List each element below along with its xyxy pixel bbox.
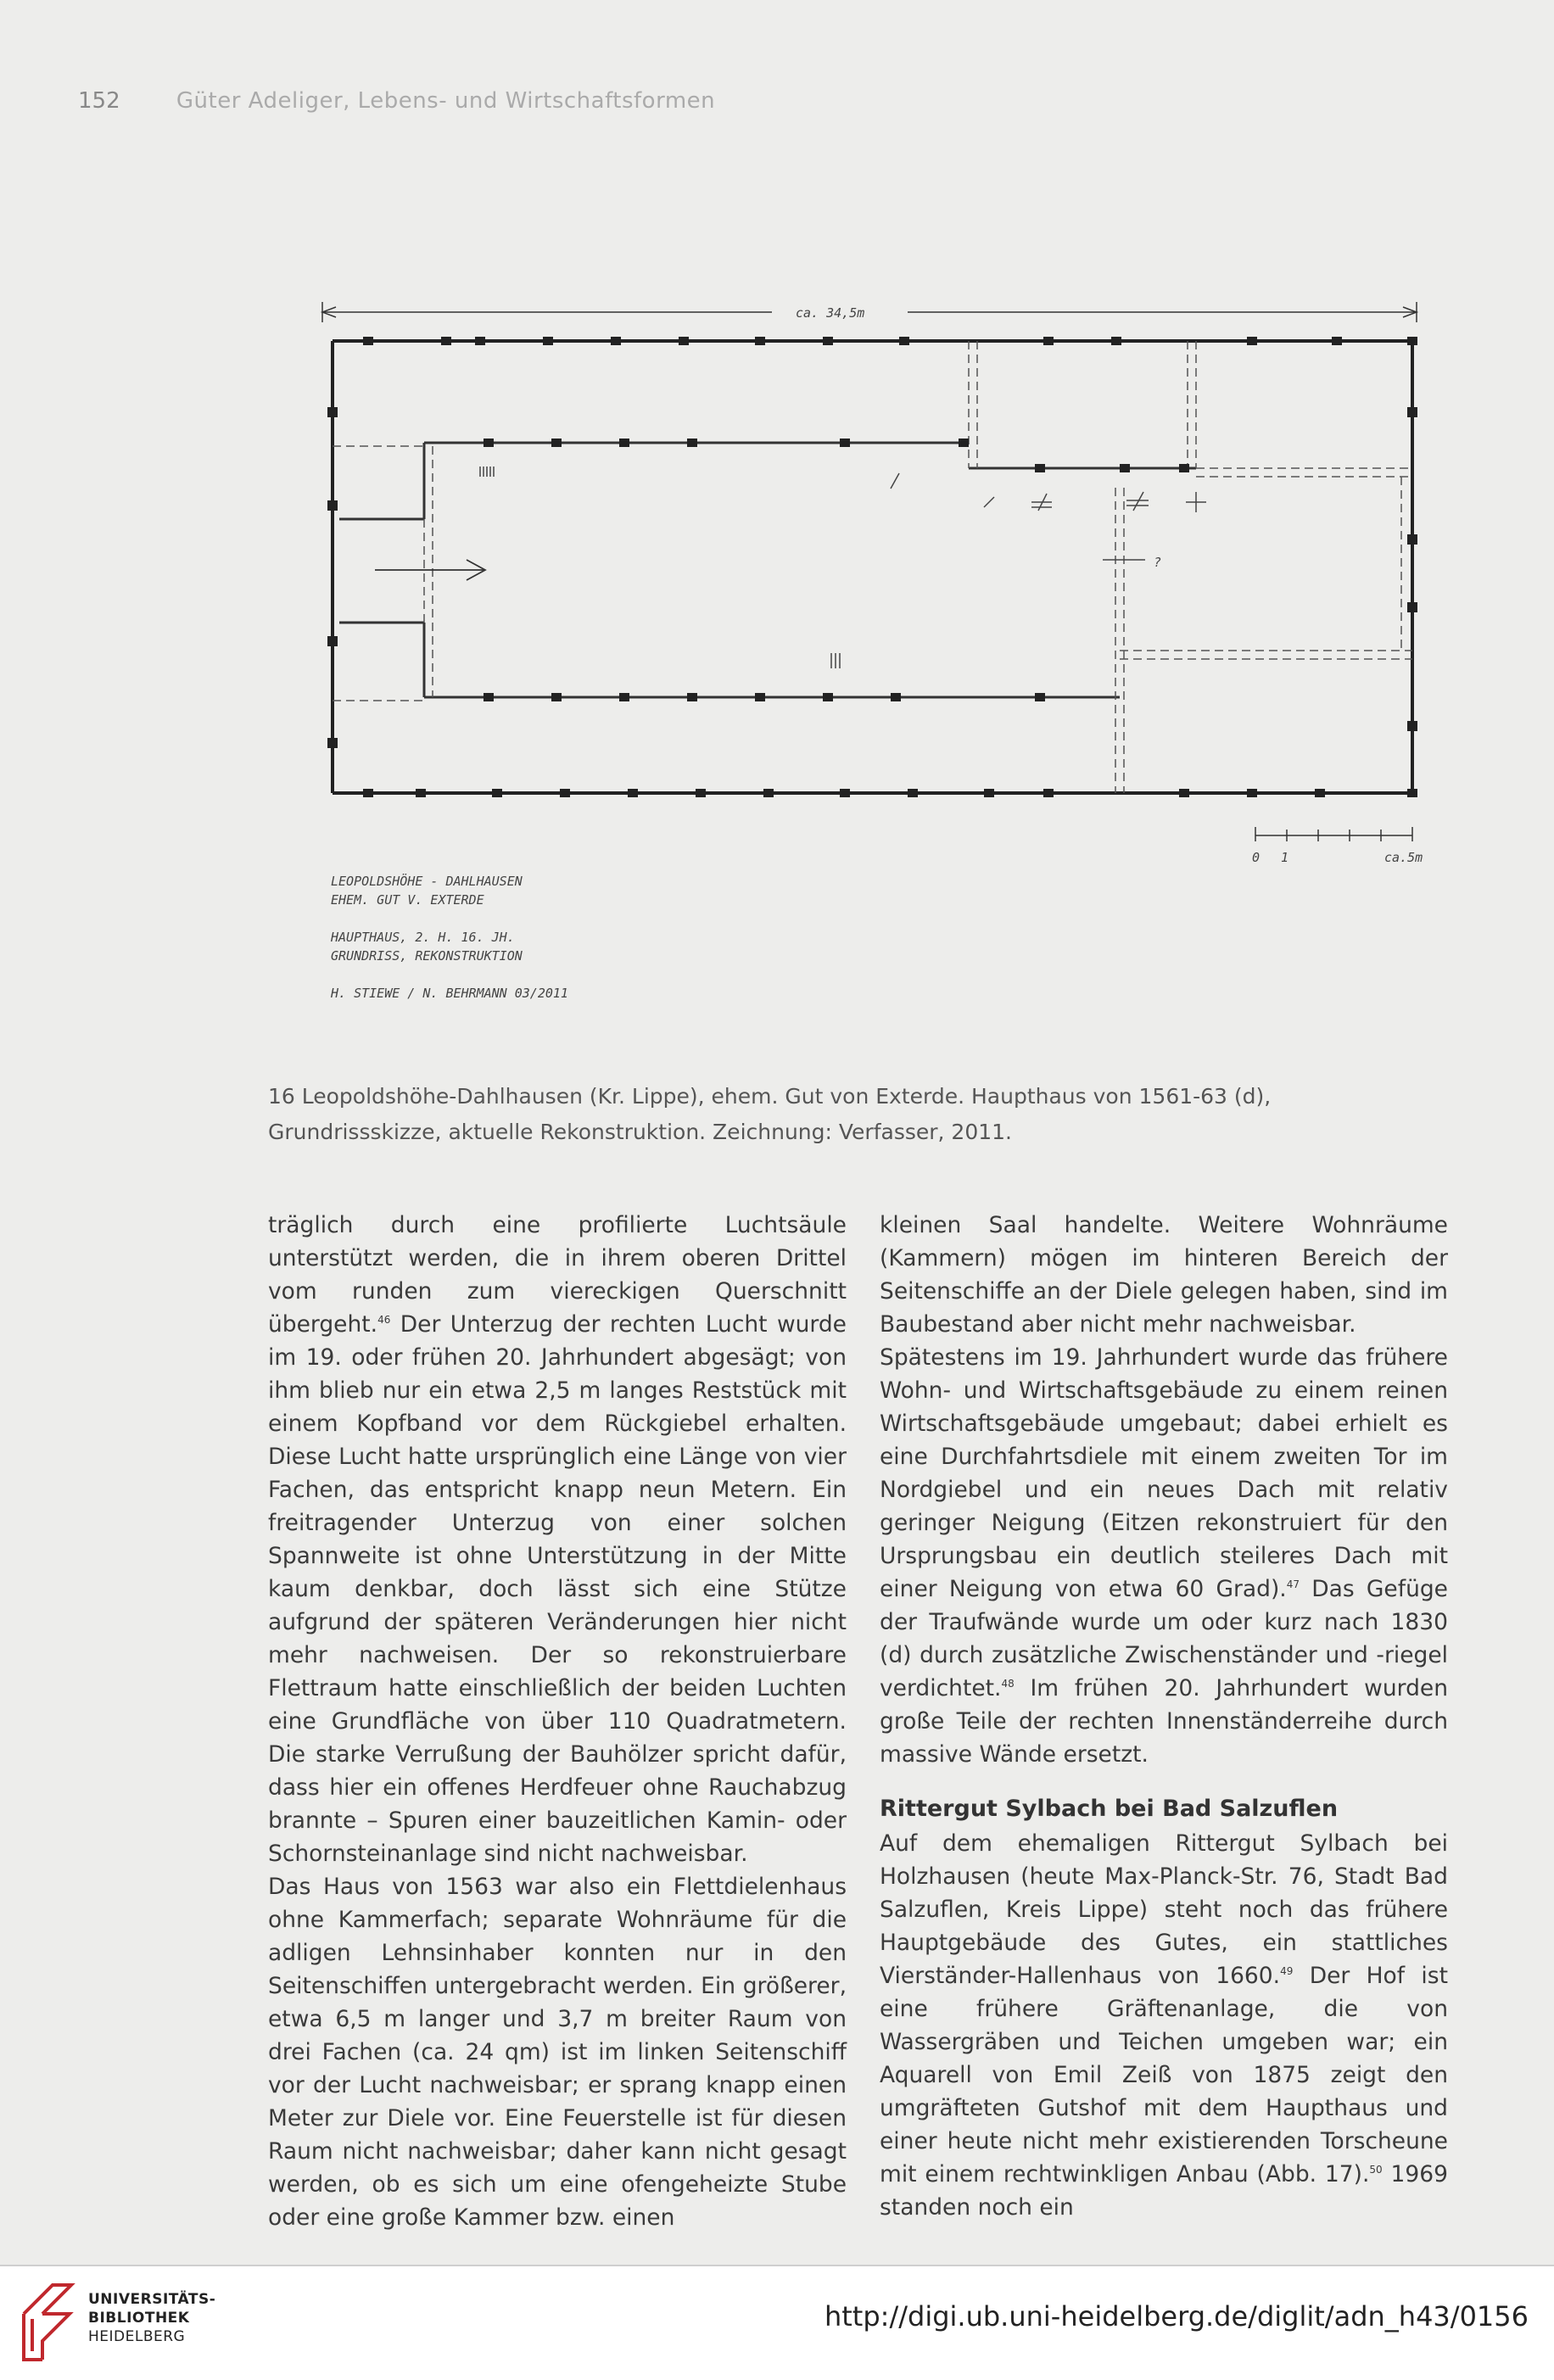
left-column bbox=[268, 1209, 847, 2234]
dimension-line bbox=[322, 302, 1417, 322]
paragraph: träglich durch eine profilierte Luchtsäule unterstützt werden, die in ihrem oberen Drittel vom runden zum viereckigen Querschnitt übergeht.$^{46}$ Der Unterzug der rechten Lucht wurde im 19. oder frühen 20. Jahrhundert abgesägt; von ihm blieb nur ein etwa 2,5 m langes Reststück mit einem Kopfband vor dem Rückgiebel erhalten. Diese Lucht hatte ursprünglich eine Länge von vier Fachen, das entspricht knapp neun Metern. Ein freitragender Unterzug von einer solchen Spannweite ist ohne Unterstützung in der Mitte kaum denkbar, doch lässt sich eine Stütze aufgrund der späteren Veränderungen hier nicht mehr nachweisen. Der so rekonstruierbare Flettraum hatte einschließlich der beiden Luchten eine Grundfläche von über 110 Quadratmetern. Die starke Verrußung der Bauhölzer spricht dafür, dass hier ein offenes Herdfeuer ohne Rauchabzug brannte – Spuren einer bauzeitlichen Kamin- oder Schornsteinanlage sind nicht nachweisbar. bbox=[268, 1212, 847, 1867]
scale-zero: 0 bbox=[1252, 850, 1261, 865]
paragraph: kleinen Saal handelte. Weitere Wohnräume (Kammern) mögen im hinteren Bereich der Seitenschiffe an der Diele gelegen haben, sind im Baubestand aber nicht mehr nachweisbar. bbox=[880, 1212, 1448, 1338]
library-logo-icon bbox=[19, 2280, 78, 2365]
library-name bbox=[88, 2290, 215, 2346]
paragraph: Auf dem ehemaligen Rittergut Sylbach bei Holzhausen (heute Max-Planck-Str. 76, Stadt Bad Salzuflen, Kreis Lippe) steht noch das frühere Hauptgebäude des Gutes, ein stattliches Vierständer-Hallenhaus von 1660.49 Der Hof ist eine frühere Gräftenanlage, die von Wassergräben und Teichen umgeben war; ein Aquarell von Emil Zeiß von 1875 zeigt den umgräfteten Gutshof mit dem Haupthaus und einer heute nicht mehr existierenden Torscheune mit einem rechtwinkligen Anbau (Abb. 17).$^{50}$ 1969 standen noch ein bbox=[880, 1830, 1448, 2221]
footnote-ref[interactable]: 48 bbox=[1001, 1678, 1015, 1690]
scale-one: 1 bbox=[1281, 850, 1289, 865]
library-line-2: BIBLIOTHEK bbox=[88, 2310, 190, 2327]
outer-walls bbox=[333, 341, 1412, 793]
paragraph: Spätestens im 19. Jahrhundert wurde das frühere Wohn- und Wirtschaftsgebäude zu einem reinen Wirtschaftsgebäude umgebaut; dabei erhielt es eine Durchfahrtsdiele mit einem zweiten Tor im Nordgiebel und ein neues Dach mit relativ geringer Neigung (Eitzen rekonstruiert für den Ursprungsbau ein deutlich steileres Dach mit einer Neigung von etwa 60 Grad).$^{47}$ Das Gefüge der Traufwände wurde um oder kurz nach 1830 (d) durch zusätzliche Zwischenständer und -riegel verdichtet.$^{48}$ Im frühen 20. Jahrhundert wurden große Teile der rechten Innenständerreihe durch massive Wände ersetzt. bbox=[880, 1344, 1448, 1768]
paragraph: Das Haus von 1563 war also ein Flettdielenhaus ohne Kammerfach; separate Wohnräume für die adligen Lehnsinhaber konnten nur in den Seitenschiffen untergebracht werden. Ein größerer, etwa 6,5 m langer und 3,7 m breiter Raum von drei Fachen (ca. 24 qm) ist im linken Seitenschiff vor der Lucht nachweisbar; er sprang knapp einen Meter zur Diele vor. Eine Feuerstelle ist für diesen Raum nicht nachweisbar; daher kann nicht gesagt werden, ob es sich um eine ofengeheizte Stube oder eine große Kammer bzw. einen bbox=[268, 1874, 847, 2231]
hand-line-2: EHEM. GUT V. EXTERDE bbox=[331, 892, 484, 908]
section-heading: Rittergut Sylbach bei Bad Salzuflen bbox=[880, 1796, 1339, 1822]
footnote-ref[interactable]: 50 bbox=[1369, 2164, 1383, 2176]
question-mark: ? bbox=[1154, 555, 1162, 570]
hand-line-5: H. STIEWE / N. BEHRMANN 03/2011 bbox=[331, 986, 568, 1001]
annotation-marks bbox=[480, 467, 1206, 668]
figure-caption: 16 Leopoldshöhe-Dahlhausen (Kr. Lippe), ehem. Gut von Exterde. Haupthaus von 1561-63 (d), Grundrissskizze, aktuelle Rekonstruktion. Zeichnung: Verfasser, 2011. bbox=[268, 1084, 1272, 1144]
dimension-label: ca. 34,5m bbox=[796, 305, 865, 321]
footnote-ref[interactable]: 49 bbox=[1280, 1965, 1294, 1978]
hand-line-4: GRUNDRISS, REKONSTRUKTION bbox=[331, 948, 523, 964]
entry-arrow bbox=[375, 560, 485, 580]
footnote-ref[interactable]: 46 bbox=[377, 1314, 391, 1327]
hand-line-3: HAUPTHAUS, 2. H. 16. JH. bbox=[331, 930, 515, 945]
footnote-ref[interactable]: 47 bbox=[1286, 1578, 1300, 1591]
page-number: 152 bbox=[78, 88, 120, 114]
hand-line-1: LEOPOLDSHÖHE - DAHLHAUSEN bbox=[331, 874, 523, 889]
library-line-1: UNIVERSITÄTS- bbox=[88, 2291, 216, 2308]
posts bbox=[327, 337, 1417, 797]
library-line-3: HEIDELBERG bbox=[88, 2328, 186, 2345]
floor-plan-drawing bbox=[314, 280, 1459, 1043]
scale-end: ca.5m bbox=[1384, 850, 1423, 865]
dashed-lines bbox=[333, 341, 1412, 793]
running-title: Güter Adeliger, Lebens- und Wirtschaftsformen bbox=[176, 88, 716, 114]
running-header bbox=[78, 88, 715, 114]
right-column bbox=[880, 1209, 1448, 2224]
source-url-link[interactable]: http://digi.ub.uni-heidelberg.de/diglit/adn_h43/0156 bbox=[824, 2300, 1529, 2333]
scale-bar bbox=[1255, 827, 1412, 841]
